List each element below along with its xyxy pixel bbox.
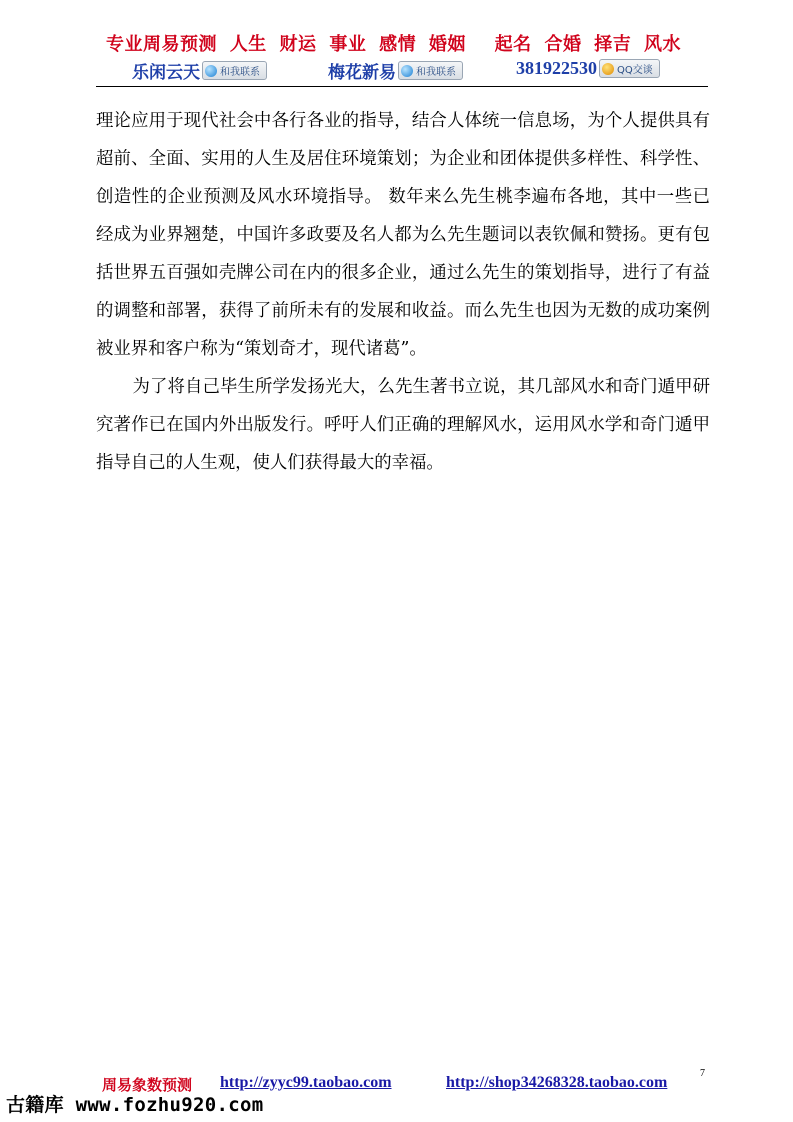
footer-link-shop[interactable]: http://shop34268328.taobao.com bbox=[446, 1074, 668, 1091]
contact-item bbox=[516, 58, 660, 79]
service-tag: 合婚 bbox=[544, 34, 582, 55]
service-tag: 事业 bbox=[329, 34, 367, 55]
paragraph: 为了将自己毕生所学发扬光大，么先生著书立说，其几部风水和奇门遁甲研究著作已在国内外出版发行。呼吁人们正确的理解风水，运用风水学和奇门遁甲指导自己的人生观，使人们获得最大的幸福。 bbox=[96, 377, 710, 473]
qq-penguin-icon bbox=[602, 63, 614, 75]
chat-icon bbox=[401, 65, 413, 77]
footer-link-store[interactable]: http://zyyc99.taobao.com bbox=[220, 1074, 392, 1091]
service-tag: 风水 bbox=[644, 34, 682, 55]
contact-button-label: 和我联系 bbox=[416, 67, 456, 78]
qq-button-label: QQ交谈 bbox=[617, 65, 653, 76]
contact-name: 梅花新易 bbox=[328, 63, 396, 83]
site-watermark: 古籍库 www.fozhu920.com bbox=[6, 1094, 264, 1116]
contact-item bbox=[132, 58, 267, 83]
contact-me-button[interactable] bbox=[202, 61, 267, 80]
service-tag: 财运 bbox=[279, 34, 317, 55]
page-number: 7 bbox=[700, 1068, 705, 1079]
service-tag: 专业周易预测 bbox=[105, 34, 217, 55]
contact-me-button[interactable] bbox=[398, 61, 463, 80]
service-tag: 感情 bbox=[379, 34, 417, 55]
footer-brand: 周易象数预测 bbox=[102, 1076, 193, 1094]
contact-item bbox=[328, 58, 463, 83]
header-services bbox=[0, 30, 793, 56]
document-body bbox=[96, 102, 710, 482]
chat-icon bbox=[205, 65, 217, 77]
header-divider bbox=[96, 86, 708, 87]
service-tag: 人生 bbox=[229, 34, 267, 55]
qq-chat-button[interactable] bbox=[599, 59, 660, 78]
service-tag: 择吉 bbox=[594, 34, 632, 55]
header-contacts bbox=[132, 58, 692, 84]
paragraph: 理论应用于现代社会中各行各业的指导，结合人体统一信息场，为个人提供具有超前、全面、实用的人生及居住环境策划；为企业和团体提供多样性、科学性、创造性的企业预测及风水环境指导。 数年来么先生桃李遍布各地，其中一些已经成为业界翘楚，中国许多政要及名人都为么先生题词以表钦佩和赞扬。更有包括世界五百强如壳牌公司在内的很多企业，通过么先生的策划指导，进行了有益的调整和部署，获得了前所未有的发展和收益。而么先生也因为无数的成功案例被业界和客户称为“策划奇才，现代诸葛”。 bbox=[96, 111, 710, 359]
service-tag: 起名 bbox=[494, 34, 532, 55]
service-tag: 婚姻 bbox=[428, 34, 466, 55]
qq-number: 381922530 bbox=[516, 58, 597, 78]
contact-button-label: 和我联系 bbox=[220, 67, 260, 78]
contact-name: 乐闲云天 bbox=[132, 63, 200, 83]
